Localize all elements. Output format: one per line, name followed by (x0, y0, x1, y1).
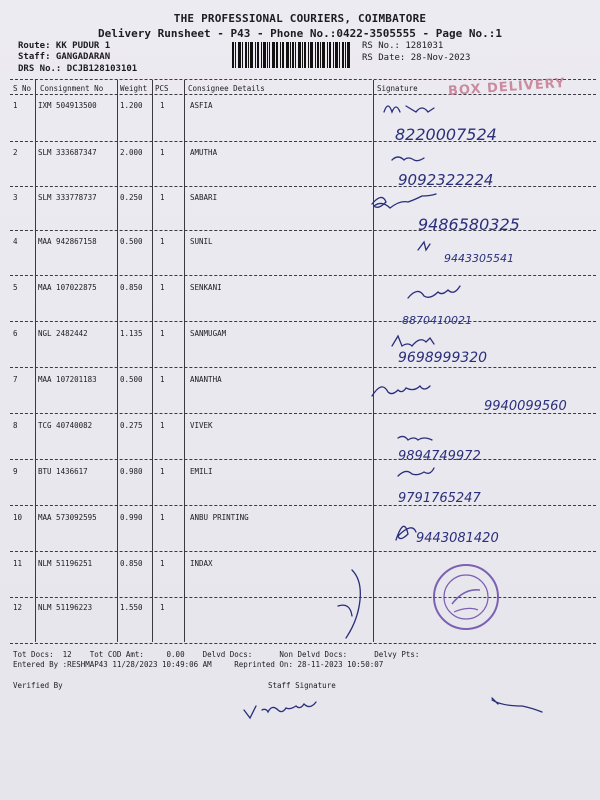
handwritten-phone: 8220007524 (395, 125, 497, 144)
row-sno: 1 (13, 101, 18, 110)
box-delivery-stamp: BOX DELIVERY (447, 75, 566, 100)
signature-scribble (372, 194, 436, 208)
row-weight: 0.980 (120, 467, 143, 476)
row-sno: 12 (13, 603, 23, 612)
row-sno: 8 (13, 421, 18, 430)
row-consignment: SLM 333778737 (38, 193, 97, 202)
row-pcs: 1 (160, 237, 165, 246)
row-consignee: ASFIA (190, 101, 213, 110)
row-consignment: MAA 573092595 (38, 513, 97, 522)
row-sno: 7 (13, 375, 18, 384)
row-pcs: 1 (160, 329, 165, 338)
col-signature: Signature (377, 84, 418, 93)
row-weight: 1.135 (120, 329, 143, 338)
signature-scribble (396, 526, 416, 540)
row-pcs: 1 (160, 375, 165, 384)
signature-scribble (372, 386, 430, 396)
staff-signature-label: Staff Signature (268, 681, 336, 690)
col-consignment: Consignment No (40, 84, 104, 93)
row-consignment: SLM 333687347 (38, 148, 97, 157)
row-pcs: 1 (160, 513, 165, 522)
row-consignee: SABARI (190, 193, 218, 202)
runsheet-subtitle: Delivery Runsheet - P43 - Phone No.:0422-3505555 - Page No.:1 (98, 27, 502, 40)
entered-by-line: Entered By :RESHMAP43 11/28/2023 10:49:06 AM Reprinted On: 28-11-2023 10:50:07 (13, 660, 384, 669)
row-consignment: NLM 51196251 (38, 559, 93, 568)
signature-scribble (398, 468, 434, 476)
col-consignee: Consignee Details (188, 84, 265, 93)
col-weight: Weight (120, 84, 148, 93)
handwritten-phone: 9698999320 (398, 350, 488, 366)
row-pcs: 1 (160, 559, 165, 568)
row-sno: 10 (13, 513, 23, 522)
row-pcs: 1 (160, 283, 165, 292)
signature-scribble (408, 286, 460, 298)
handwritten-phone: 9940099560 (484, 399, 567, 414)
row-weight: 1.550 (120, 603, 143, 612)
row-weight: 0.275 (120, 421, 143, 430)
row-sno: 4 (13, 237, 18, 246)
staff-label: Staff: GANGADARAN (18, 52, 111, 62)
handwritten-phone: 9443081420 (416, 531, 499, 546)
staff-signature (244, 702, 316, 718)
row-weight: 1.200 (120, 101, 143, 110)
delivery-tick-mark (338, 570, 360, 638)
row-pcs: 1 (160, 603, 165, 612)
row-sno: 5 (13, 283, 18, 292)
signature-scribble (392, 336, 434, 346)
totals-line: Tot Docs: 12 Tot COD Amt: 0.00 Delvd Docs: Non Delvd Docs: Delvy Pts: (13, 650, 420, 659)
row-consignment: TCG 40740082 (38, 421, 93, 430)
row-consignee: EMILI (190, 467, 213, 476)
row-consignee: VIVEK (190, 421, 213, 430)
row-consignment: IXM 504913500 (38, 101, 97, 110)
signature-scribble (392, 157, 424, 161)
row-sno: 2 (13, 148, 18, 157)
row-sno: 9 (13, 467, 18, 476)
signature-scribble (418, 242, 430, 250)
signature-scribble (398, 436, 432, 440)
row-consignment: MAA 107201183 (38, 375, 97, 384)
row-pcs: 1 (160, 193, 165, 202)
row-pcs: 1 (160, 421, 165, 430)
row-weight: 0.500 (120, 237, 143, 246)
row-pcs: 1 (160, 101, 165, 110)
company-title: THE PROFESSIONAL COURIERS, COIMBATORE (173, 12, 427, 25)
handwritten-phone: 8870410021 (402, 314, 472, 327)
row-sno: 3 (13, 193, 18, 202)
verified-by-label: Verified By (13, 681, 63, 690)
row-weight: 0.990 (120, 513, 143, 522)
row-sno: 11 (13, 559, 23, 568)
row-sno: 6 (13, 329, 18, 338)
row-consignee: SANMUGAM (190, 329, 227, 338)
row-consignment: MAA 942867158 (38, 237, 97, 246)
row-weight: 2.000 (120, 148, 143, 157)
row-consignee: INDAX (190, 559, 213, 568)
handwritten-phone: 9443305541 (444, 252, 514, 265)
row-weight: 0.500 (120, 375, 143, 384)
row-consignment: NGL 2482442 (38, 329, 88, 338)
row-pcs: 1 (160, 148, 165, 157)
row-consignee: AMUTHA (190, 148, 218, 157)
row-weight: 0.850 (120, 559, 143, 568)
row-consignee: ANBU PRINTING (190, 513, 249, 522)
row-consignee: SUNIL (190, 237, 213, 246)
handwritten-phone: 9092322224 (398, 171, 494, 189)
row-pcs: 1 (160, 467, 165, 476)
handwritten-phone: 9894749972 (398, 449, 481, 464)
row-consignment: BTU 1436617 (38, 467, 88, 476)
row-consignee: ANANTHA (190, 375, 222, 384)
company-seal (434, 565, 498, 629)
row-consignee: SENKANI (190, 283, 222, 292)
staff-signature-scribble (492, 698, 542, 712)
rs-number: RS No.: 1281031 (362, 41, 444, 51)
rs-date: RS Date: 28-Nov-2023 (362, 53, 471, 63)
row-consignment: MAA 107022875 (38, 283, 97, 292)
route-label: Route: KK PUDUR 1 (18, 41, 111, 51)
col-pcs: PCS (155, 84, 169, 93)
row-consignment: NLM 51196223 (38, 603, 93, 612)
row-weight: 0.250 (120, 193, 143, 202)
handwritten-phone: 9791765247 (398, 491, 481, 506)
row-weight: 0.850 (120, 283, 143, 292)
drs-label: DRS No.: DCJB128103101 (18, 64, 138, 74)
signature-scribble (384, 106, 434, 112)
handwritten-phone: 9486580325 (418, 215, 520, 234)
col-sno: S No (13, 84, 32, 93)
